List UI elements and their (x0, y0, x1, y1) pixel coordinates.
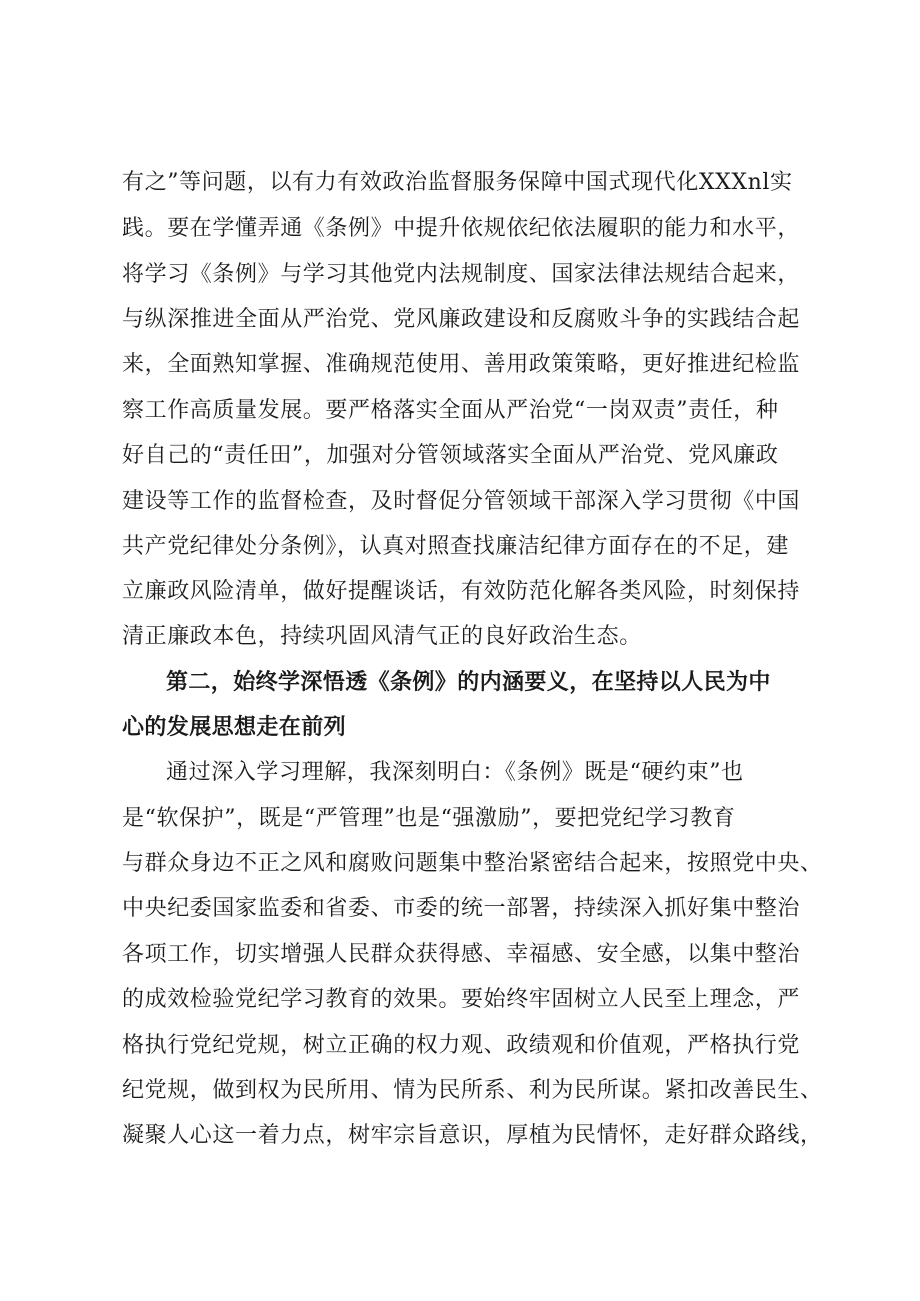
text-line: 察工作高质量发展。要严格落实全面从严治党“一岗双责”责任，种 (122, 398, 779, 423)
text-line: 格执行党纪党规，树立正确的权力观、政绩观和价值观，严格执行党 (122, 1033, 801, 1058)
text-line: 清正廉政本色，持续巩固风清气正的良好政治生态。 (122, 624, 642, 649)
heading-line: 第二，始终学深悟透《条例》的内涵要义，在坚持以人民为中 (166, 670, 771, 695)
heading-line: 心的发展思想走在前列 (122, 715, 347, 740)
text-line: 的成效检验党纪学习教育的效果。要始终牢固树立人民至上理念，严 (122, 987, 801, 1012)
text-line: 各项工作，切实增强人民群众获得感、幸福感、安全感，以集中整治 (122, 942, 801, 967)
text-line: 中央纪委国家监委和省委、市委的统一部署，持续深入抓好集中整治 (122, 896, 801, 921)
text-line: 建设等工作的监督检查，及时督促分管领域干部深入学习贯彻《中国 (122, 489, 801, 514)
text-line: 有之”等问题，以有力有效政治监督服务保障中国式现代化XXXnl实 (122, 170, 793, 195)
text-line: 是“软保护”，既是“严管理”也是“强激励”，要把党纪学习教育 (122, 806, 736, 831)
text-line: 与群众身边不正之风和腐败问题集中整治紧密结合起来，按照党中央、 (122, 851, 823, 876)
text-line: 与纵深推进全面从严治党、党风廉政建设和反腐败斗争的实践结合起 (122, 307, 801, 332)
text-line: 立廉政风险清单，做好提醒谈话，有效防范化解各类风险，时刻保持 (122, 579, 801, 604)
text-line: 践。要在学懂弄通《条例》中提升依规依纪依法履职的能力和水平， (122, 216, 801, 241)
text-line: 来，全面熟知掌握、准确规范使用、善用政策策略，更好推进纪检监 (122, 352, 801, 377)
text-line: 通过深入学习理解，我深刻明白：《条例》既是“硬约束”也 (166, 760, 744, 785)
text-line: 好自己的“责任田”，加强对分管领域落实全面从严治党、党风廉政 (122, 443, 779, 468)
text-line: 凝聚人心这一着力点，树牢宗旨意识，厚植为民情怀，走好群众路线， (122, 1123, 823, 1148)
text-line: 纪党规，做到权为民所用、情为民所系、利为民所谋。紧扣改善民生、 (122, 1078, 823, 1103)
text-line: 共产党纪律处分条例》，认真对照查找廉洁纪律方面存在的不足，建 (122, 534, 790, 559)
text-line: 将学习《条例》与学习其他党内法规制度、国家法律法规结合起来， (122, 262, 801, 287)
